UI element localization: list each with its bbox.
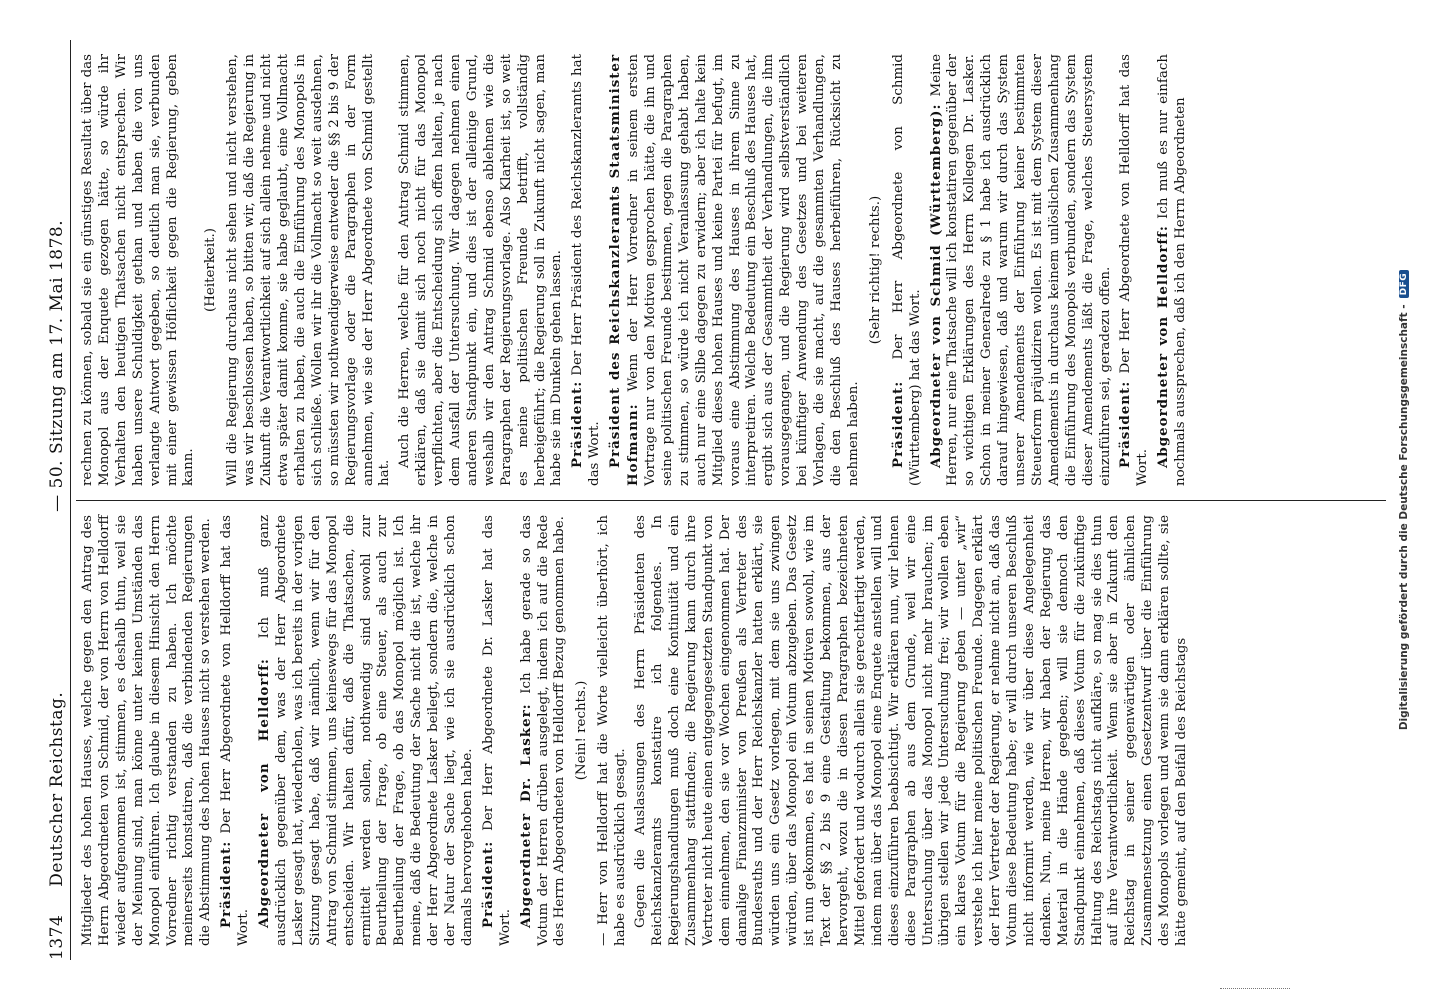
right-column-paragraph: Präsident: Der Herr Präsident des Reichskanzleramts hat das Wort. (569, 54, 603, 486)
right-column-paragraph: Will die Regierung durchaus nicht sehen und nicht verstehen, was wir beschlossen haben, so bitten wir, daß die Regierung in Zukunft die Verantwortlichkeit auf sich allein nehme und nicht etwa später damit komme, sie habe geglaubt, eine Vollmacht erhalten zu haben, die auch die Einführung des Monopols in sich schließe. Wollen wir ihr die Vollmacht so weit ausdehnen, so müssten wir nothwendigerweise entweder die §§ 2 bis 9 der Regierungsvorlage oder die Paragraphen in der Form annehmen, wie sie der Herr Abgeordnete von Schmid gestellt hat. (225, 54, 393, 486)
left-column (76, 500, 1386, 960)
right-column-paragraph: rechnen zu können, sobald sie ein günstiges Resultat über das Monopol aus der Enquete gezogen hätte, so würde ihr Verhalten den heutigen Thatsachen nicht entsprechen. Wir haben unsere Schuldigkeit gethan und haben die von uns verlangte Antwort gegeben, so deutlich man sie, verbunden mit einer gewissen Höflichkeit gegen die Regierung, geben kann. (80, 54, 197, 486)
credit-text: Digitalisierung gefördert durch die Deutsche Forschungsgemeinschaft - (1398, 304, 1410, 731)
dfg-logo: DFG (1399, 270, 1409, 299)
left-column-paragraph: — Herr von Helldorff hat die Worte vielleicht überhört, ich habe es ausdrücklich gesagt. (596, 515, 629, 946)
page-header (44, 40, 71, 960)
left-column-paragraph: Gegen die Auslassungen des Herrn Präsidenten des Reichskanzleramts konstatire ich folgendes. In Regierungshandlungen muß doch eine Kontinuität und ein Zusammenhang stattfinden; die Regierung kann durch ihre Vertreter nicht heute einen entgegengesetzten Standpunkt von dem einnehmen, den sie vor Wochen eingenommen hat. Der damalige Finanzminister von Preußen als Vertreter des Bundesraths und der Herr Reichskanzler hatten erklärt, sie würden uns ein Gesetz vorlegen, mit dem sie uns zwingen würden, über das Monopol ein Votum abzugeben. Das Gesetz ist nun gekommen, es hat in seinen Motiven sowohl, wie im Text der §§ 2 bis 9 eine Gestaltung bekommen, aus der hervorgeht, wozu die in diesen Paragraphen bezeichneten Mittel gefordert und wodurch allein sie gerechtfertigt werden, indem man über das Monopol eine Enquete anstellen will und dieses einzuführen beabsichtigt. Wir erklären nun, wir lehnen diese Paragraphen ab aus dem Grunde, weil wir eine Untersuchung über das Monopol nicht mehr brauchen; im übrigen stellen wir jede Untersuchung frei; wir wollen eben ein klares Votum für die Regierung geben — unter „wir“ verstehe ich hier meine politischen Freunde. Dagegen erklärt der Herr Vertreter der Regierung, er nehme nicht an, daß das Votum diese Bedeutung habe; er will durch unseren Beschluß nicht informirt werden, wie wir über diese Angelegenheit denken. Nun, meine Herren, wir haben der Regierung das Material in die Hände gegeben; will sie dennoch den Standpunkt einnehmen, daß dieses Votum für die zukünftige Haltung des Reichstags nicht aufkläre, so mag sie dies thun auf ihre Verantwortlichkeit. Wenn sie aber in Zukunft den Reichstag in seiner gegenwärtigen oder ähnlichen Zusammensetzung einen Gesetzentwurf über die Einführung des Monopols vorlegen und wenn sie dann erklären sollte, sie hätte gemeint, auf den Beifall des Reichstags (633, 515, 1190, 946)
page-number: 1374 (47, 914, 67, 960)
left-column-paragraph: Präsident: Der Herr Abgeordnete Dr. Lasker hat das Wort. (479, 515, 513, 946)
right-column (76, 40, 1386, 500)
right-column-paragraph: Präsident: Der Herr Abgeordnete von Schmid (Württemberg) hat das Wort. (889, 54, 923, 486)
header-session-title: — 50. Sitzung am 17. Mai 1878. (47, 219, 67, 512)
left-column-paragraph: Mitglieder des hohen Hauses, welche gegen den Antrag des Herrn Abgeordneten von Schmid, der von Herrn von Helldorff wieder aufgenommen ist, stimmen, es deshalb thun, weil sie der Meinung sind, man könne unter keinen Umständen das Monopol einführen. Ich glaube in diesem Hinsicht den Herrn Vorredner richtig verstanden zu haben. Ich möchte meinerseits konstatiren, daß die verbindenden Regierungen die Abstimmung des hohen Hauses nicht so verstehen werden. (80, 515, 214, 946)
left-column-paragraph: Abgeordneter von Helldorff: Ich muß ganz ausdrücklich gegenüber dem, was der Herr Abgeordnete Lasker gesagt hat, wiederholen, was ich bereits in der vorigen Sitzung gesagt habe, daß wir nämlich, wenn wir für den Antrag von Schmid stimmen, uns keineswegs für das Monopol entscheiden. Wir halten dafür, daß die Thatsachen, die ermittelt werden sollen, nothwendig sind sowohl zur Beurtheilung der Frage, ob eine Steuer, als auch zur Beurtheilung der Frage, ob das Monopol möglich ist. Ich meine, daß die Bedeutung der Sache nicht die ist, welche ihr der Herr Abgeordnete Lasker beilegt, sondern die, welche in der Natur der Sache liegt, wie ich sie ausdrücklich schon damals hervorgehoben habe. (256, 515, 475, 946)
digitization-credit (1397, 120, 1411, 880)
right-column-paragraph: Auch die Herren, welche für den Antrag Schmid stimmen, erklären, daß sie damit sich noch nicht für das Monopol verpflichten, aber die Entscheidung sich offen halten, je nach dem Ausfall der Untersuchung. Wir dagegen nehmen einen anderen Standpunkt ein, und dies ist der alleinige Grund, weshalb wir den Antrag Schmid ebenso ablehnen wie die Paragraphen der Regierungsvorlage. Also Klarheit ist, so weit es meine politischen Freunde betrifft, vollständig herbeigeführt; die Regierung soll in Zukunft nicht sagen, man habe sie im Dunkeln gehen lassen. (397, 54, 565, 486)
right-column-paragraph: Präsident des Reichskanzleramts Staatsminister Hofmann: Wenn der Herr Vorredner in seinem ersten Vortrage nur von den Motiven gesprochen hätte, die ihn und seine politischen Freunde bestimmen, gegen die Paragraphen zu stimmen, so würde ich nicht Veranlassung gehabt haben, auch nur eine Silbe dagegen zu erwidern; aber ich halte kein Mitglied dieses hohen Hauses und keine Partei für befugt, im voraus eine Abstimmung des Hauses in ihrem Sinne zu interpretiren. Welche Bedeutung ein Beschluß des Hauses hat, ergibt sich aus der Gesammtheit der Verhandlungen, die ihm vorausgegangen, und die Regierung wird selbstverständlich bei künftiger Anwendung des Gesetzes und bei weiteren Vorlagen, die sie macht, auf die gesammten Verhandlungen, die den Beschluß des Hauses herbeiführen, Rücksicht zu nehmen haben. (607, 54, 861, 486)
left-column-paragraph: (Nein! rechts.) (574, 680, 590, 781)
page-body (76, 40, 1386, 960)
header-left-title: Deutscher Reichstag. (47, 691, 67, 887)
left-column-paragraph: Präsident: Der Herr Abgeordnete von Helldorff hat das Wort. (218, 515, 252, 946)
right-column-paragraph: Abgeordneter von Schmid (Württemberg): Meine Herren, nur eine Thatsache will ich konstatiren gegenüber der so wichtigen Erklärungen des Herrn Kollegen Dr. Lasker. Schon in meiner Generalrede zu § 1 habe ich ausdrücklich darauf hingewiesen, daß und warum wir durch das System unserer Amendements der Einführung keiner bestimmten Steuerform präjudiziren wollen. Es ist mit dem System dieser Amendements in durchaus keinem unlöslichen Zusammenhang die Einführung des Monopols verbunden, sondern das System dieser Amendements läßt die Frage, welches Steuersystem einzuführen sei, geradezu offen. (927, 54, 1113, 486)
rotated-page (16, 20, 1416, 980)
right-column-paragraph: Präsident: Der Herr Abgeordnete von Helldorff hat das Wort. (1117, 54, 1151, 486)
scan-edge-mark (1220, 988, 1290, 995)
right-column-paragraph: (Sehr richtig! rechts.) (867, 195, 883, 345)
right-column-paragraph: Abgeordneter von Helldorff: Ich muß es nur einfach nochmals aussprechen, daß ich den Herrn Abgeordneten (1155, 54, 1189, 486)
right-column-paragraph: (Heiterkeit.) (203, 228, 219, 312)
left-column-paragraph: Abgeordneter Dr. Lasker: Ich habe gerade so das Votum der Herren drüben ausgelegt, indem ich auf die Rede des Herrn Abgeordneten von Helldorff Bezug genommen habe. (517, 515, 568, 946)
